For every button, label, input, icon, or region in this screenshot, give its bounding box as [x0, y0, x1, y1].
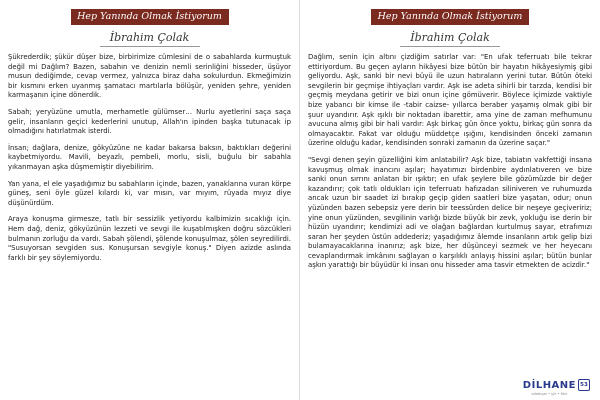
author-name: İbrahim Çolak — [410, 31, 490, 44]
publisher-logo — [523, 373, 590, 396]
author-divider — [100, 46, 200, 47]
article-body — [5, 53, 294, 263]
page-number-badge: 53 — [578, 379, 590, 391]
article-body — [305, 53, 595, 271]
paragraph: Sabah; yeryüzüne umutla, merhametle gülümser… Nurlu ayetlerini saça saça gelir, insanların geçici kederlerini unutup, Allah'ın ipinden başka tutunacak ip olmadığını hatırlatmak isterdi. — [8, 107, 291, 136]
paragraph: Araya konuşma girmesze, tatlı bir sessizlik yetiyordu kalbimizin sıcaklığı için. Hem dağ, deniz, gökyüzünün lezzeti ve sevgi ile kuşatılmışken doğru sözcükleri bulmanın zorluğu da vardı. Sabah şölendi, şölende konuşulmaz, şölen seyredilirdi. "Susuyorsan sevgiden sus. Konuşursan sevgiyle konuş." Diyen azizde aslında farklı bir şey söylemiyordu. — [8, 215, 291, 262]
author-divider — [400, 46, 500, 47]
title-banner: Hep Yanında Olmak İstiyorum — [371, 9, 529, 25]
paragraph: Şükrederdik; şükür düşer bize, birbirimize cümlesini de o sabahlarda kurmuştuk değil mi Dağlım? Bazen, sabahın ve denizin nemli serinliğini hisseder, üşüyor musun dediğimde, cevap vermez, yalnızca biraz daha sokulurdun. Ekmeğimizin bir kısmını erken uyanmış şamatacı martılarla bölüşür, yeniden şehre, yeniden karmaşanın içine dönerdik. — [8, 53, 291, 100]
paragraph: Dağlım, senin için altını çizdiğim satırlar var: "En ufak teferruatı bile tekrar ettiriyordum. Bu geçen ayların hikâyesi bize bütün bir hayatın hikâyesiymiş gibi geliyordu. Aşk, sanki bir nevi büyü ile uzun hatıraların yerini tutar. Bütün öteki sevgilerin bir geçmişe ihtiyaçları vardır. Aşk ise adeta sihirli bir tarzda, kendisi bir geçmiş meydana getirir ve bizi onun içine gömüverir. Böylece içimizde vaktiyle bize yabancı bir kimse ile -tabir caizse- yıllarca beraber yaşamış olmak gibi bir şuur uyandırır. Aşk ışıklı bir noktadan ibarettir, ama yine de zaman mefhumunu avucuna almış gibi bir hali vardır: Aşk birkaç gün önce yoktu, birkaç gün sonra da olmayacaktır. Fakat var olduğu müddetçe ışığını, kendisinden önceki zamanın üzerine olduğu kadar, kendisinden sonraki zamanın da üzerine saçar." — [308, 53, 592, 148]
author-name: İbrahim Çolak — [109, 31, 190, 44]
paragraph: Yan yana, el ele yaşadığımız bu sabahların içinde, bazen, yanaklarına vuran körpe güneş, seni öyle güzel kılardı ki, var mısın, var mıyım, rüyada mıyız diye düşünürdüm. — [8, 179, 291, 207]
right-page — [300, 0, 600, 400]
logo-wordmark: DİLHANE — [522, 380, 576, 391]
title-banner: Hep Yanında Olmak İstiyorum — [71, 9, 229, 25]
paragraph: "Sevgi denen şeyin güzelliğini kim anlatabilir? Aşk bize, tabiatın vakfettiği insana kavuşmuş olmak inancını aşılar; hayatımızı birdenbire aydınlatıveren ve bize sanki onun sırrını anlatan bir ışıktır; en ufak şeylere bile gözümüzde bir değer kazandırır; çok tatlı oldukları için teferruatı hafızadan siliniveren ve ruhumuzda ancak uzun bir saadet izi bırakıp geçip giden saatleri bize yaşatan, odur; onun yüzünden bazen sebepsiz yere derin bir teessürden delice bir neşeye geçiveririz; yine onun yüzünden, sevgilinin varlığı bizde büyük bir zevk, yokluğu ise derin bir hüzün uyandırır; kendimizi adi ve olağan bağlardan kurtulmuş sayar, etrafımızı saran her şeyden üstün addederiz; yaşadığımız âlemde insanların artık gelip bizi bulamayacaklarına inanırız; aşk bize, her düşünceyi sezmek ve her heyecanı cevaplandırmak imkânını sağlayan o karşılıklı anlayış hissini aşılar; bütün bunlar aşkın yarattığı bir büyüdür ki insan onu hisseder ama tasvir etmekten de acizdir." — [308, 155, 592, 270]
paragraph: İnsan; dağlara, denize, gökyüzüne ne kadar bakarsa baksın, baktıkları değerini kaybetmiyordu. Mavili, beyazlı, pembeli, morlu, sisli, buğulu bir sabahla yıkanmayan aşka düşmemiştir diyebilirim. — [8, 143, 291, 171]
logo-tagline: edebiyat • şiir • fikir — [531, 392, 568, 396]
